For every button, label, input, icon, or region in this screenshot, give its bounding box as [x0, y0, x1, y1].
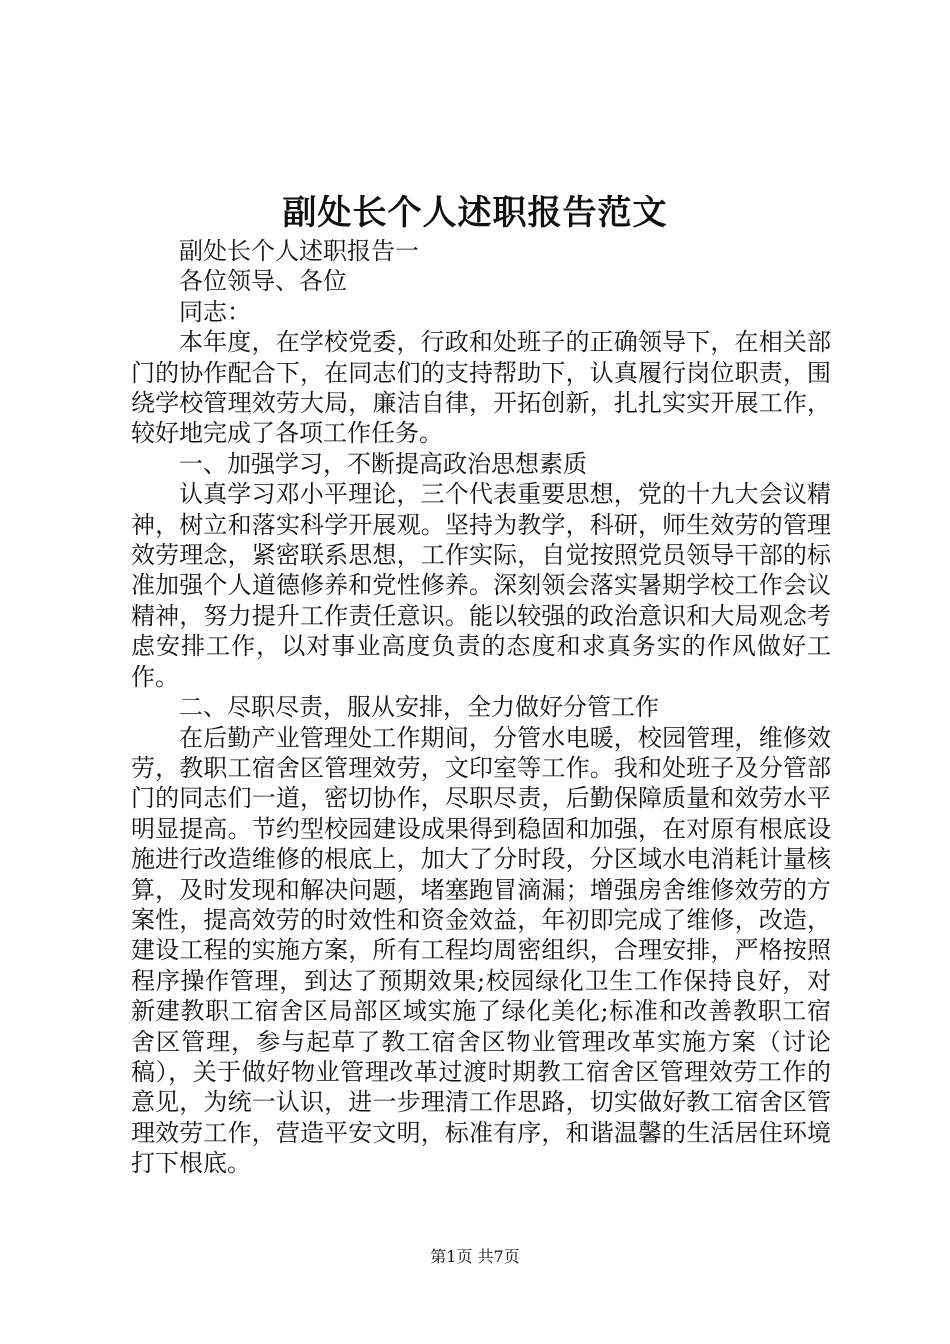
section-heading-1: 一、加强学习，不断提高政治思想素质 [179, 449, 587, 478]
report-subtitle: 副处长个人述职报告一 [179, 237, 419, 265]
salutation-line-1: 各位领导、各位 [179, 267, 347, 296]
intro-paragraph: 本年度，在学校党委，行政和处班子的正确领导下，在相关部门的协作配合下，在同志们的支持帮助下，认真履行岗位职责，围绕学校管理效劳大局，廉洁自律，开拓创新，扎扎实实开展工作，较好地完成了各项工作任务。 [131, 328, 831, 448]
document-title: 副处长个人述职报告范文 [282, 193, 668, 233]
section-1-paragraph: 认真学习邓小平理论，三个代表重要思想，党的十九大会议精神，树立和落实科学开展观。坚持为教学，科研，师生效劳的管理效劳理念，紧密联系思想，工作实际，自觉按照党员领导干部的标准加强个人道德修养和党性修养。深刻领会落实暑期学校工作会议精神，努力提升工作责任意识。能以较强的政治意识和大局观念考虑安排工作，以对事业高度负责的态度和求真务实的作风做好工作。 [131, 480, 831, 691]
section-2-paragraph: 在后勤产业管理处工作期间，分管水电暖，校园管理，维修效劳，教职工宿舍区管理效劳，文印室等工作。我和处班子及分管部门的同志们一道，密切协作，尽职尽责，后勤保障质量和效劳水平明显提高。节约型校园建设成果得到稳固和加强，在对原有根底设施进行改造维修的根底上，加大了分时段，分区域水电消耗计量核算，及时发现和解决问题，堵塞跑冒滴漏；增强房舍维修效劳的方案性，提高效劳的时效性和资金效益，年初即完成了维修，改造，建设工程的实施方案，所有工程均周密组织，合理安排，严格按照程序操作管理，到达了预期效果;校园绿化卫生工作保持良好，对新建教职工宿舍区局部区域实施了绿化美化;标准和改善教职工宿舍区管理，参与起草了教工宿舍区物业管理改革实施方案（讨论稿），关于做好物业管理改革过渡时期教工宿舍区管理效劳工作的意见，为统一认识，进一步理清工作思路，切实做好教工宿舍区管理效劳工作，营造平安文明，标准有序，和谐温馨的生活居住环境打下根底。 [131, 723, 831, 1178]
page-footer: 第1页 共7页 [430, 1247, 520, 1266]
salutation-line-2: 同志： [179, 297, 251, 326]
document-body [131, 236, 831, 1179]
section-heading-2: 二、尽职尽责，服从安排，全力做好分管工作 [179, 693, 659, 722]
